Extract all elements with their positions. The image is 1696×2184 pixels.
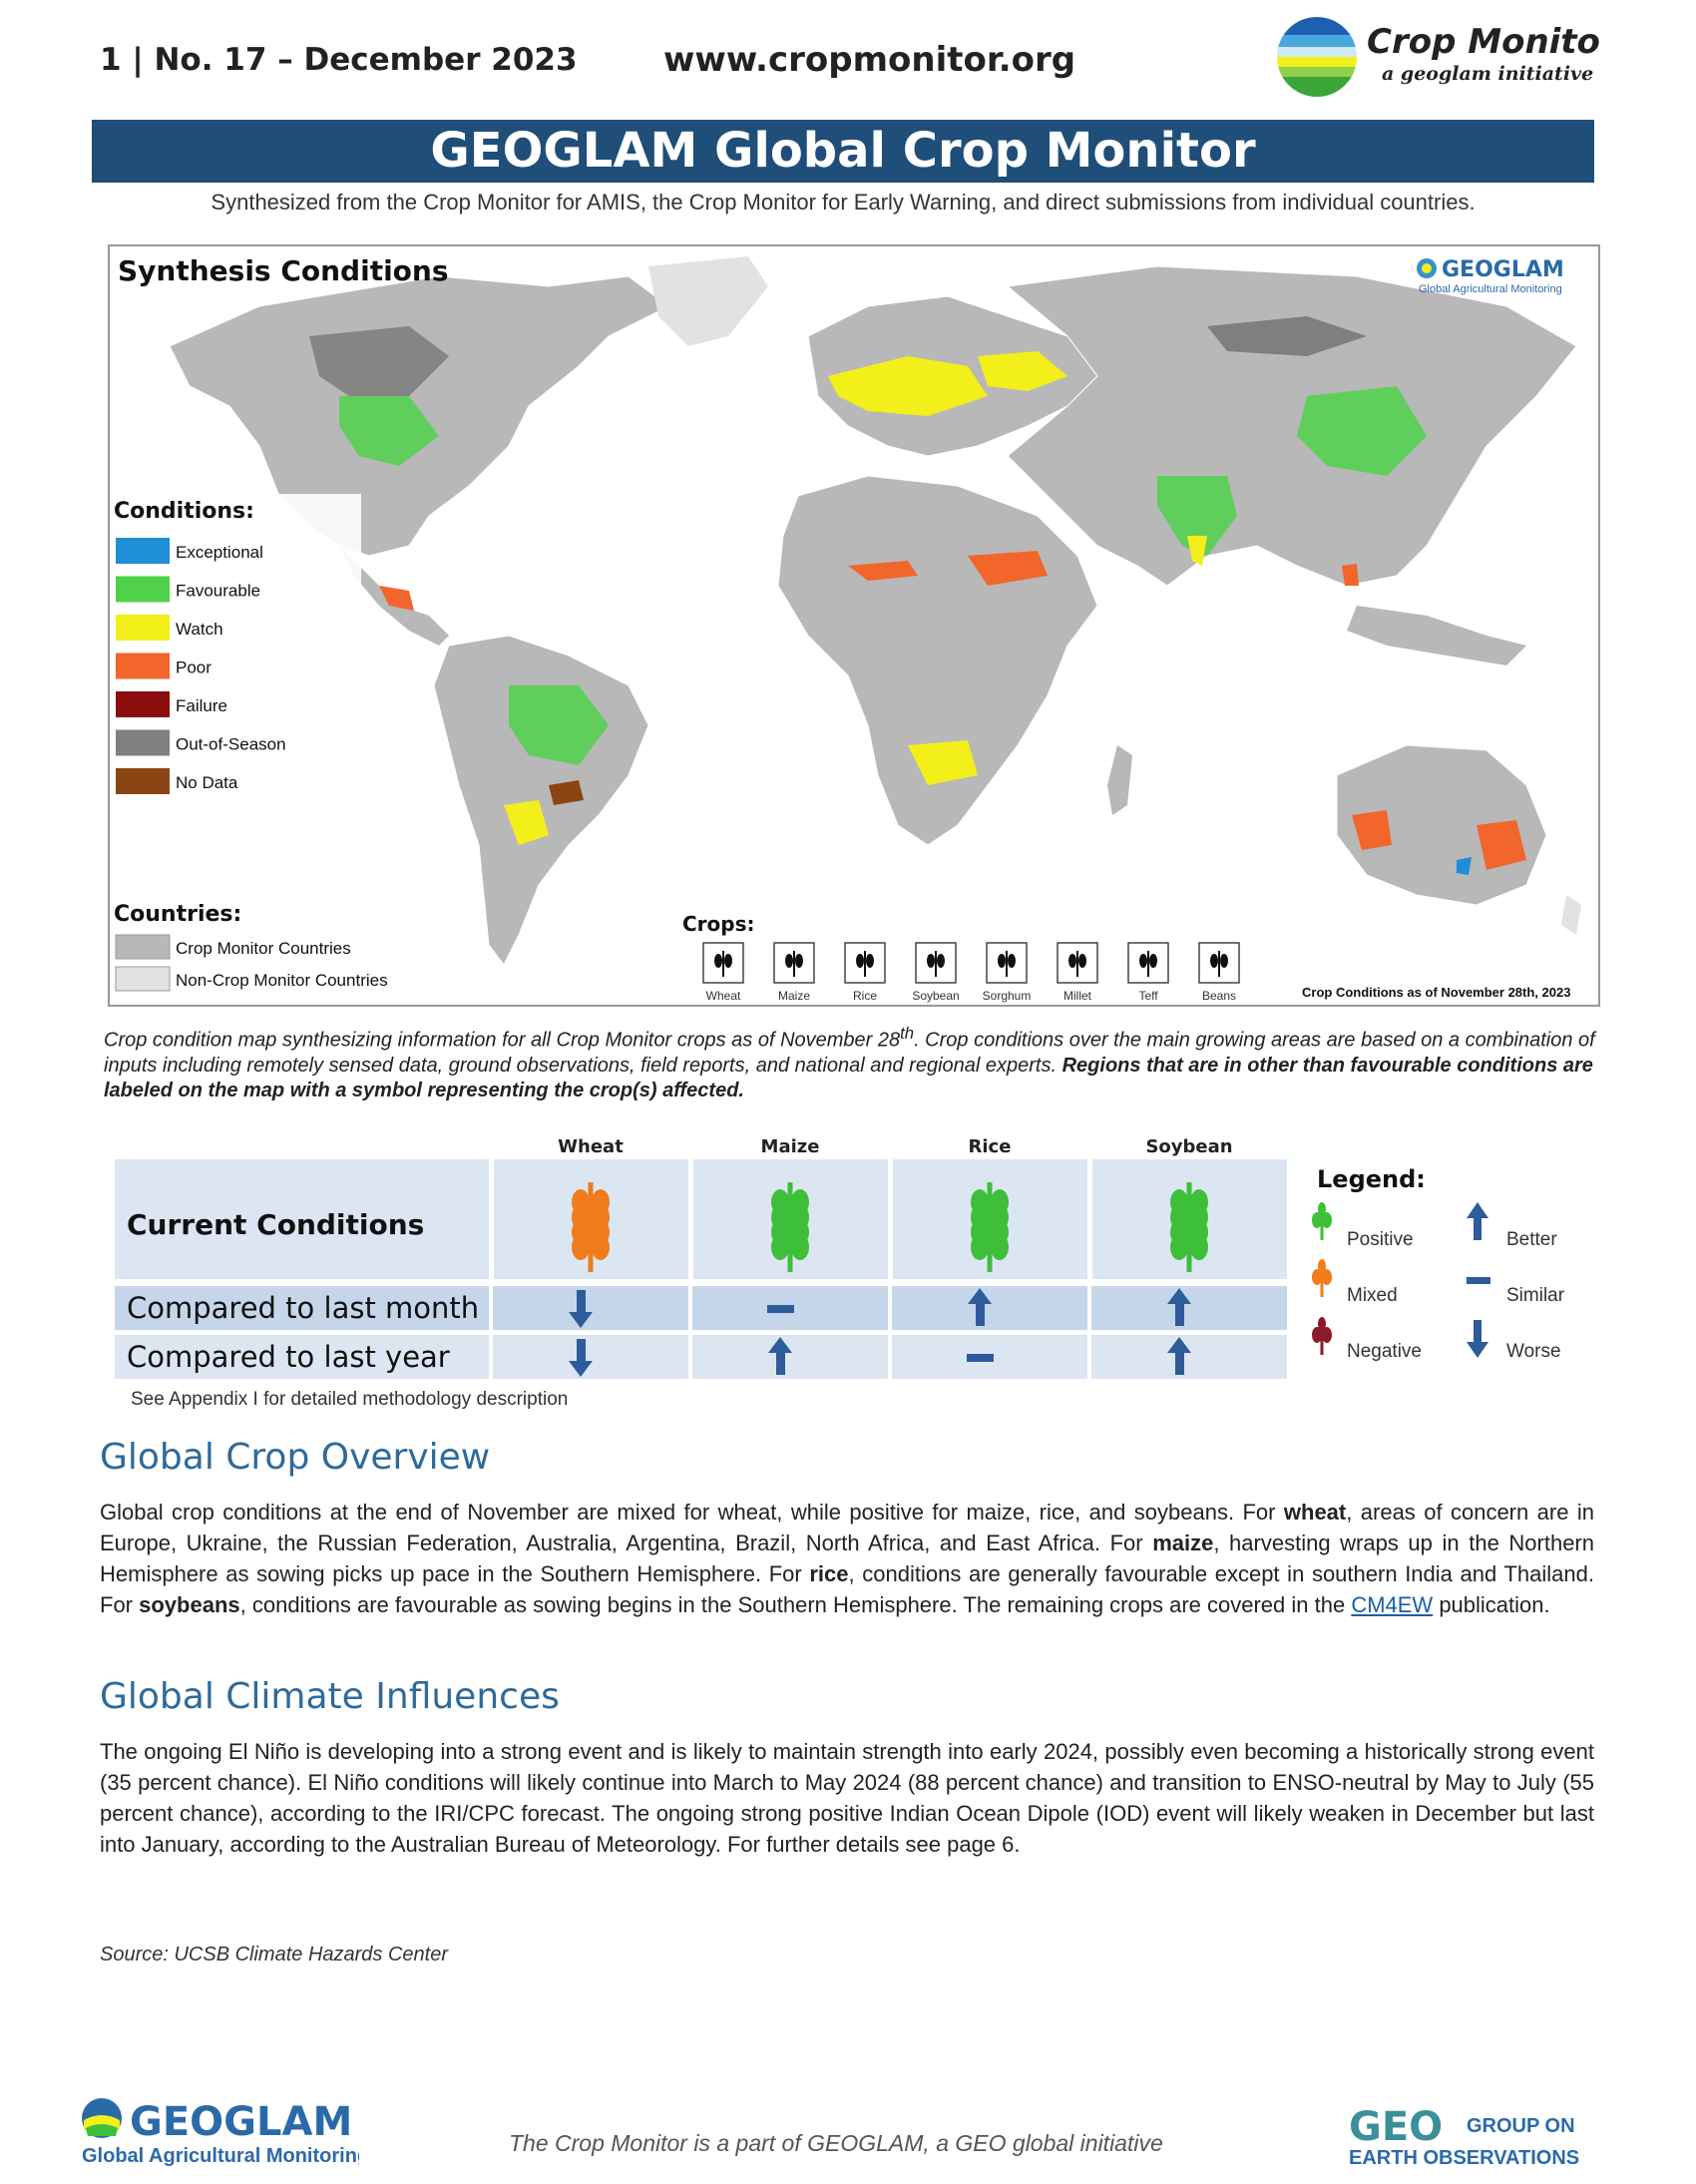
- crop-header-2: Rice: [968, 1136, 1012, 1157]
- condition-swatch-4: [116, 691, 170, 717]
- geo-line1: GROUP ON: [1467, 2115, 1575, 2137]
- current-conditions-table: [115, 1132, 1292, 1382]
- synthesis-conditions-map: [108, 244, 1600, 1007]
- crop-label-0: Wheat: [705, 989, 741, 1003]
- crop-label-4: Sorghum: [982, 989, 1032, 1003]
- condition-label-4: Failure: [176, 696, 227, 715]
- crop-icon-grain-b-4: [1008, 954, 1016, 968]
- crop-label-3: Soybean: [912, 989, 960, 1003]
- trend-similar-icon: [967, 1354, 994, 1362]
- crop-icon-grain-2: [856, 954, 864, 968]
- current-icon-grain-l-2-3: [971, 1234, 989, 1260]
- condition-label-1: Favourable: [176, 581, 261, 601]
- crop-icon-grain-5: [1068, 954, 1076, 968]
- trend-similar-icon: [767, 1305, 794, 1313]
- crop-label-5: Millet: [1062, 989, 1092, 1003]
- current-icon-grain-l-0-3: [572, 1234, 590, 1260]
- trend-row-label-1: Compared to last year: [127, 1340, 450, 1374]
- current-icon-grain-r-0-3: [592, 1234, 610, 1260]
- legend-mixed: Mixed: [1347, 1285, 1398, 1306]
- crop-icon-grain-6: [1139, 954, 1147, 968]
- condition-swatch-5: [116, 730, 170, 756]
- crop-icon-grain-3: [927, 954, 935, 968]
- condition-swatch-3: [116, 654, 170, 679]
- current-conditions-label: Current Conditions: [127, 1208, 425, 1241]
- trend-row-label-0: Compared to last month: [127, 1291, 480, 1325]
- crop-icon-grain-b-2: [866, 954, 874, 968]
- current-icon-grain-r-3-3: [1190, 1234, 1208, 1260]
- crop-header-3: Soybean: [1145, 1136, 1233, 1157]
- condition-swatch-0: [116, 538, 170, 564]
- crop-label-7: Beans: [1201, 989, 1237, 1003]
- footer-geoglam-sub: Global Agricultural Monitoring: [82, 2145, 359, 2167]
- overview-heading: Global Crop Overview: [100, 1437, 491, 1478]
- page-issue: 1 | No. 17 – December 2023: [100, 42, 578, 78]
- condition-label-6: No Data: [176, 773, 238, 792]
- countries-heading: Countries:: [114, 902, 242, 927]
- climate-heading: Global Climate Influences: [100, 1676, 560, 1717]
- geoglam-footer-logo: [80, 2090, 359, 2170]
- crop-label-1: Maize: [777, 989, 811, 1003]
- crop-icon-grain-0: [714, 954, 722, 968]
- condition-label-3: Poor: [176, 657, 212, 677]
- crop-icon-grain-b-5: [1078, 954, 1086, 968]
- condition-label-2: Watch: [176, 620, 223, 639]
- source-note: Source: UCSB Climate Hazards Center: [100, 1944, 449, 1966]
- crop-icon-grain-4: [998, 954, 1006, 968]
- map-title: Synthesis Conditions: [118, 254, 449, 287]
- crop-label-2: Rice: [852, 989, 878, 1003]
- condition-label-5: Out-of-Season: [176, 734, 286, 754]
- crop-icon-grain-1: [785, 954, 793, 968]
- legend-heading: Legend:: [1317, 1165, 1426, 1193]
- legend-similar: Similar: [1506, 1285, 1565, 1306]
- positive-crop-icon: [1312, 1202, 1332, 1240]
- geo-line2: EARTH OBSERVATIONS: [1349, 2147, 1580, 2169]
- condition-swatch-1: [116, 577, 170, 603]
- condition-swatch-6: [116, 768, 170, 794]
- crop-header-0: Wheat: [558, 1136, 624, 1157]
- geo-footer-logo: [1347, 2100, 1586, 2170]
- logo-title: Crop Monitor: [1367, 22, 1601, 62]
- current-icon-grain-l-1-3: [771, 1234, 789, 1260]
- negative-crop-icon: [1312, 1317, 1332, 1355]
- cm4ew-link[interactable]: CM4EW: [1351, 1592, 1434, 1617]
- crop-icon-grain-b-7: [1220, 954, 1228, 968]
- crop-label-6: Teff: [1138, 989, 1158, 1003]
- country-swatch-0: [116, 935, 170, 959]
- crop-header-1: Maize: [760, 1136, 820, 1157]
- logo-subtitle: a geoglam initiative: [1382, 63, 1594, 85]
- climate-paragraph: The ongoing El Niño is developing into a strong event and is likely to maintain strength into early 2024, possibly even becoming a historically strong event (35 percent chance). El Niño conditions will likely continue into March to May 2024 (88 percent chance) and transition to ENSO-neutral by May to July (55 percent chance), according to the IRI/CPC forecast. The ongoing strong positive Indian Ocean Dipole (IOD) event will likely weaken in December but last into January, according to the Australian Bureau of Meteorology. For further details see page 6.: [100, 1739, 1594, 1857]
- footer-geoglam-name: GEOGLAM: [130, 2099, 353, 2145]
- crop-monitor-logo: [1272, 10, 1601, 100]
- crop-icon-grain-b-0: [724, 954, 732, 968]
- crop-icon-grain-7: [1210, 954, 1218, 968]
- legend-negative: Negative: [1347, 1341, 1422, 1362]
- map-as-of-note: Crop Conditions as of November 28th, 2023: [1302, 985, 1571, 1000]
- geoglam-map-name: GEOGLAM: [1442, 257, 1564, 282]
- country-label-1: Non-Crop Monitor Countries: [176, 971, 388, 990]
- mixed-crop-icon: [1312, 1259, 1332, 1297]
- country-label-0: Crop Monitor Countries: [176, 939, 351, 958]
- current-icon-grain-r-1-3: [791, 1234, 809, 1260]
- country-swatch-1: [116, 967, 170, 991]
- crops-heading: Crops:: [682, 912, 755, 936]
- map-caption: Crop condition map synthesizing information for all Crop Monitor crops as of November 28th. Crop conditions over the main growing areas are based on a combination of inputs including remotely sensed data, ground observations, field reports, and national and regional experts. Regions that are in other than favourable conditions are labeled on the map with a symbol representing the crop(s) affected.: [104, 1024, 1595, 1101]
- crop-icon-grain-b-1: [795, 954, 803, 968]
- synthesis-note: Synthesized from the Crop Monitor for AMIS, the Crop Monitor for Early Warning, and direct submissions from individual countries.: [211, 190, 1476, 215]
- geo-logo-mark: GEO: [1349, 2104, 1444, 2150]
- legend-positive: Positive: [1347, 1229, 1414, 1250]
- condition-swatch-2: [116, 615, 170, 641]
- website-url[interactable]: www.cropmonitor.org: [663, 40, 1076, 80]
- crop-icon-grain-b-3: [937, 954, 945, 968]
- better-arrow-icon: [1467, 1202, 1488, 1240]
- thailand-poor-area: [1342, 564, 1359, 586]
- geoglam-map-sub: Global Agricultural Monitoring: [1419, 283, 1562, 295]
- trend-legend: [1307, 1165, 1606, 1375]
- current-icon-grain-l-3-3: [1170, 1234, 1188, 1260]
- crop-icon-grain-b-6: [1149, 954, 1157, 968]
- legend-worse: Worse: [1506, 1341, 1561, 1362]
- legend-better: Better: [1506, 1229, 1557, 1250]
- similar-dash-icon: [1467, 1277, 1490, 1284]
- page-title: GEOGLAM Global Crop Monitor: [92, 120, 1594, 183]
- condition-label-0: Exceptional: [176, 543, 263, 562]
- footer-note: The Crop Monitor is a part of GEOGLAM, a GEO global initiative: [509, 2130, 1163, 2156]
- world-map-svg: [110, 246, 1598, 1005]
- overview-paragraph: Global crop conditions at the end of November are mixed for wheat, while positive for maize, rice, and soybeans. For wheat, areas of concern are in Europe, Ukraine, the Russian Federation, Australia, Argentina, Brazil, North Africa, and East Africa. For maize, harvesting wraps up in the Northern Hemisphere as sowing picks up pace in the Southern Hemisphere. For rice, conditions are generally favourable except in southern India and Thailand. For soybeans, conditions are favourable as sowing begins in the Southern Hemisphere. The remaining crops are covered in the CM4EW publication.: [100, 1500, 1594, 1617]
- conditions-heading: Conditions:: [114, 499, 254, 524]
- current-icon-grain-r-2-3: [991, 1234, 1009, 1260]
- worse-arrow-icon: [1467, 1320, 1488, 1358]
- appendix-note: See Appendix I for detailed methodology description: [131, 1389, 569, 1410]
